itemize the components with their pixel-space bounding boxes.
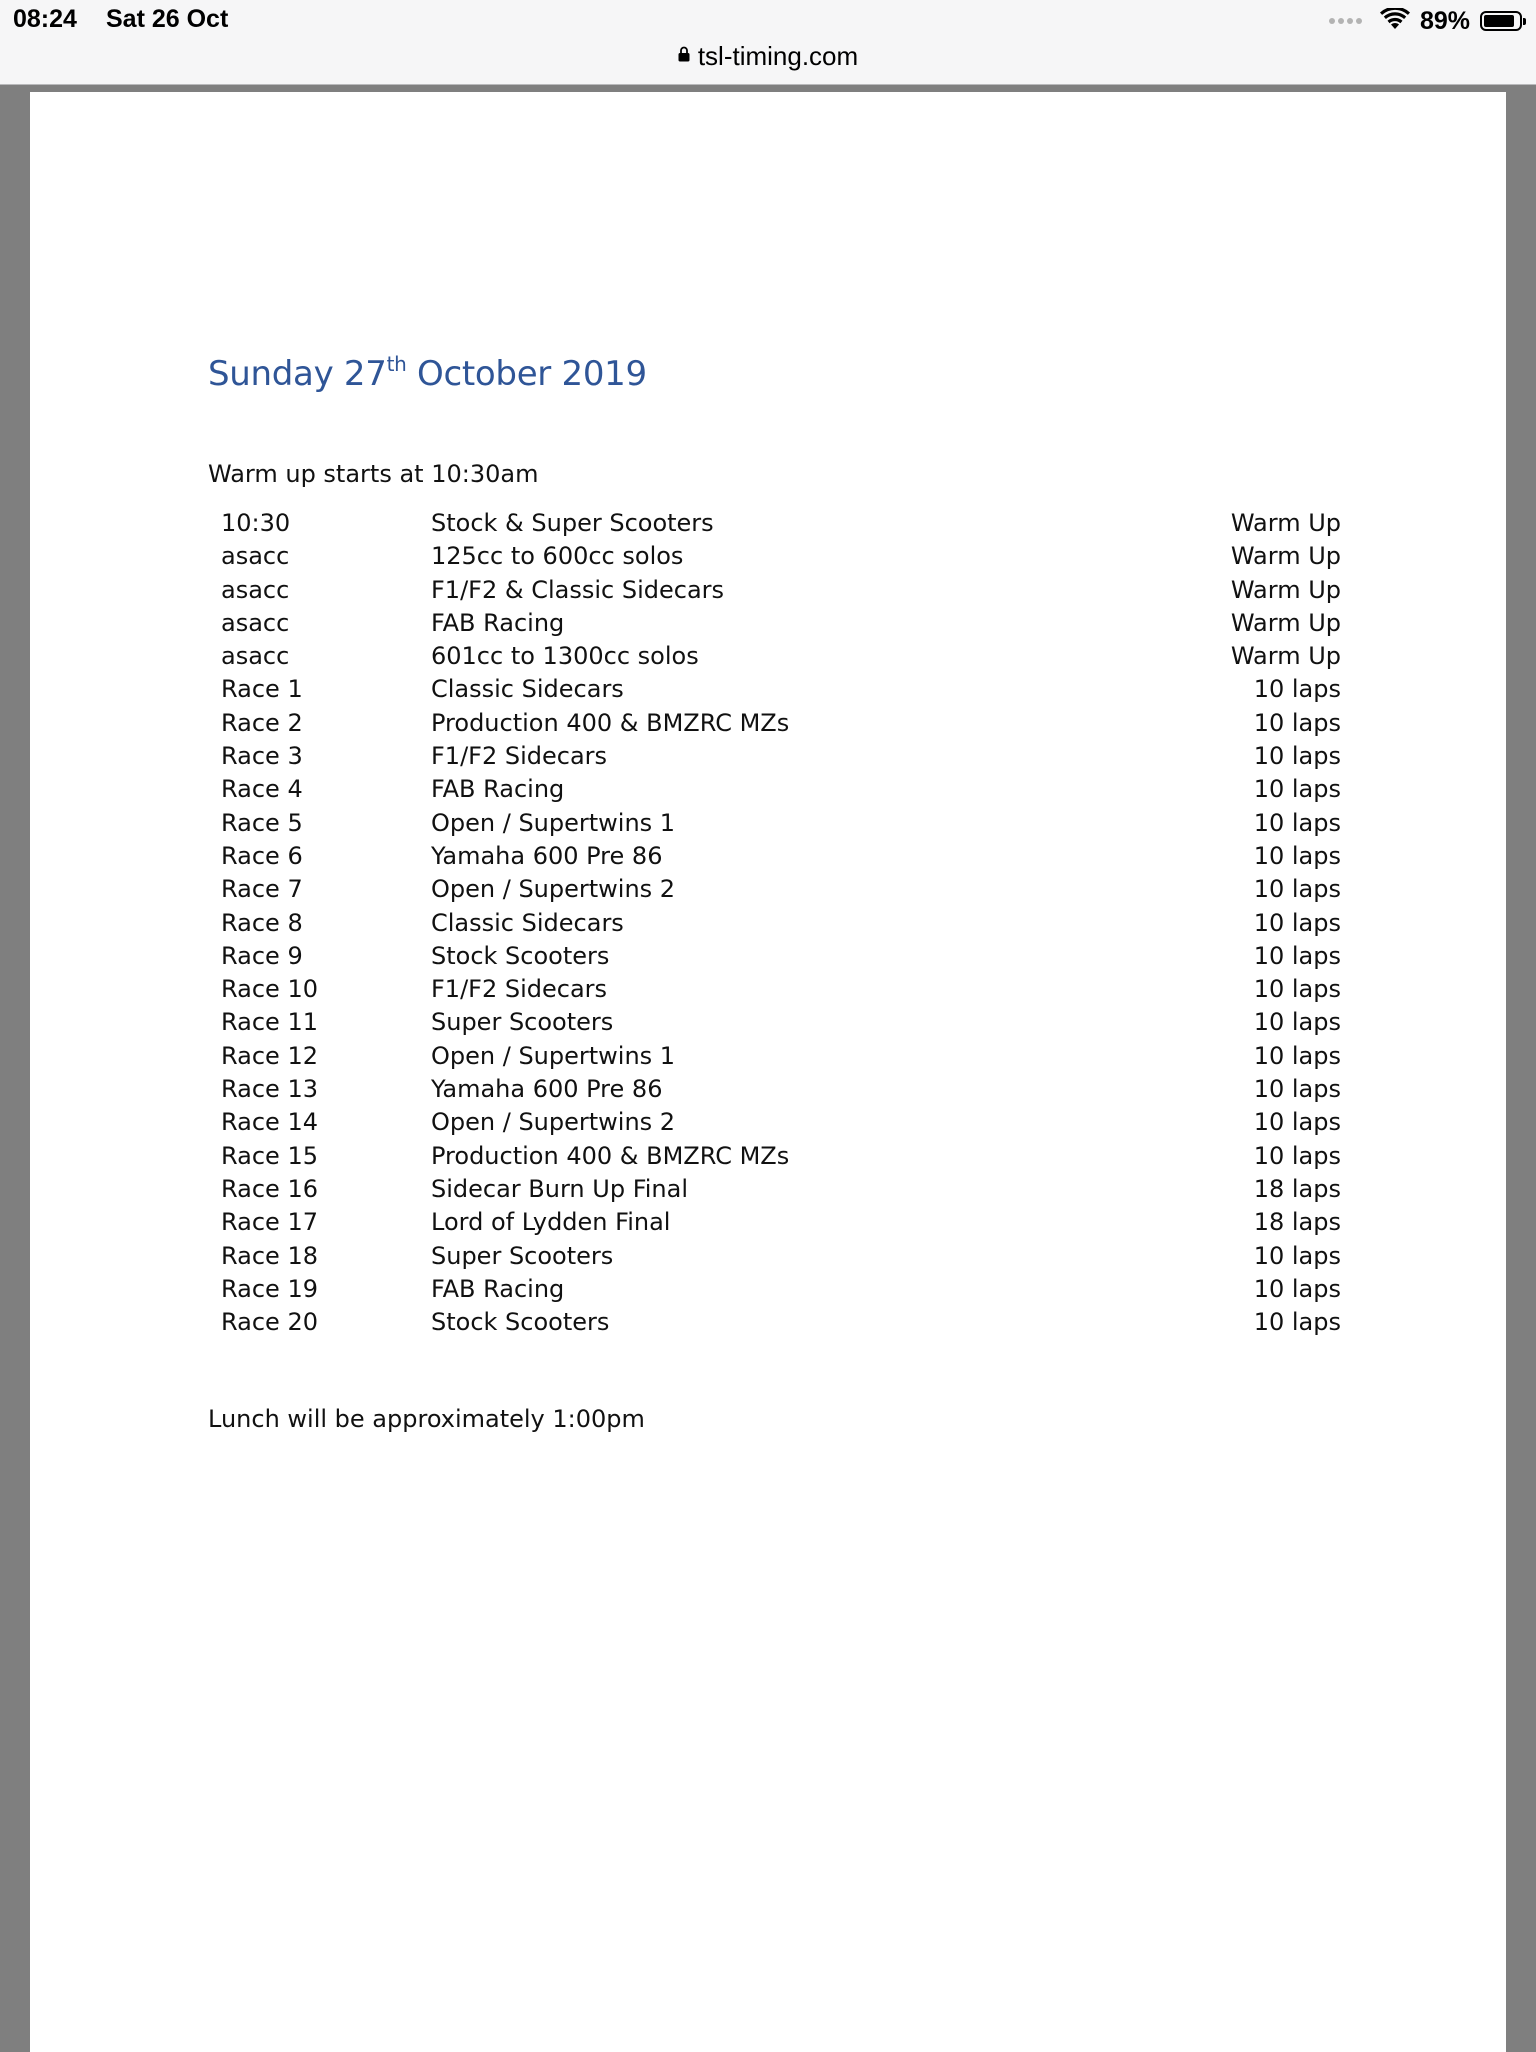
row-laps: 10 laps — [1253, 1075, 1341, 1104]
row-laps: 10 laps — [1253, 841, 1341, 870]
schedule-row — [221, 775, 1341, 808]
row-time: Race 15 — [221, 1141, 318, 1170]
address-bar[interactable] — [0, 38, 1536, 74]
row-laps: 10 laps — [1253, 1108, 1341, 1137]
row-class: Stock Scooters — [431, 941, 610, 970]
row-class: Production 400 & BMZRC MZs — [431, 1141, 790, 1170]
row-time: 10:30 — [221, 509, 291, 537]
row-class: Open / Supertwins 2 — [431, 1108, 676, 1137]
row-laps: Warm Up — [1230, 575, 1341, 604]
row-laps: 10 laps — [1253, 1274, 1341, 1303]
row-time: Race 8 — [221, 908, 303, 937]
row-class: Super Scooters — [431, 1241, 614, 1270]
row-time: asacc — [221, 608, 290, 637]
row-time: Race 11 — [221, 1008, 318, 1037]
schedule-row — [221, 1108, 1341, 1141]
status-indicators — [1329, 4, 1522, 38]
warmup-note: Warm up starts at 10:30am — [208, 460, 539, 488]
schedule-row — [221, 975, 1341, 1008]
schedule-row — [221, 909, 1341, 942]
schedule-row — [221, 1142, 1341, 1175]
row-laps: 10 laps — [1253, 1041, 1341, 1070]
page-title — [208, 354, 647, 394]
row-time: Race 4 — [221, 775, 303, 804]
schedule-row — [221, 609, 1341, 642]
browser-top-bar — [0, 0, 1536, 85]
schedule-row — [221, 509, 1341, 542]
title-suffix: October 2019 — [406, 354, 647, 394]
row-time: Race 9 — [221, 941, 303, 970]
row-time: Race 17 — [221, 1208, 318, 1237]
battery-fill — [1484, 15, 1514, 27]
row-laps: 10 laps — [1253, 875, 1341, 904]
row-laps: 10 laps — [1253, 1008, 1341, 1037]
document-page — [30, 92, 1506, 2052]
battery-percent: 89% — [1419, 6, 1470, 35]
schedule-row — [221, 742, 1341, 775]
race-schedule-table — [221, 509, 1341, 1341]
row-laps: Warm Up — [1230, 542, 1341, 571]
row-laps: 10 laps — [1253, 742, 1341, 771]
row-time: Race 1 — [221, 675, 303, 704]
title-prefix: Sunday 27 — [208, 354, 387, 394]
row-time: asacc — [221, 542, 290, 571]
row-time: Race 19 — [221, 1274, 318, 1303]
row-time: Race 3 — [221, 742, 303, 771]
row-laps: 10 laps — [1253, 675, 1341, 704]
row-laps: 10 laps — [1253, 1308, 1341, 1337]
row-laps: 18 laps — [1253, 1174, 1341, 1203]
schedule-row — [221, 1208, 1341, 1241]
row-laps: Warm Up — [1230, 608, 1341, 637]
row-class: Production 400 & BMZRC MZs — [431, 708, 790, 737]
row-class: Open / Supertwins 2 — [431, 875, 676, 904]
row-laps: 10 laps — [1253, 775, 1341, 804]
row-time: Race 14 — [221, 1108, 318, 1137]
row-time: Race 18 — [221, 1241, 318, 1270]
status-time: 08:24 — [13, 5, 77, 33]
schedule-row — [221, 1042, 1341, 1075]
schedule-row — [221, 842, 1341, 875]
row-class: F1/F2 Sidecars — [431, 742, 608, 771]
row-time: Race 7 — [221, 875, 303, 904]
row-laps: 10 laps — [1253, 808, 1341, 837]
row-laps: 18 laps — [1253, 1208, 1341, 1237]
row-laps: Warm Up — [1230, 509, 1341, 537]
schedule-row — [221, 1075, 1341, 1108]
schedule-row — [221, 709, 1341, 742]
row-time: Race 20 — [221, 1308, 318, 1337]
row-class: 601cc to 1300cc solos — [431, 642, 699, 671]
row-class: Stock Scooters — [431, 1308, 610, 1337]
row-class: Open / Supertwins 1 — [431, 808, 676, 837]
row-time: Race 12 — [221, 1041, 318, 1070]
lock-icon — [678, 46, 690, 67]
row-class: 125cc to 600cc solos — [431, 542, 684, 571]
row-laps: 10 laps — [1253, 708, 1341, 737]
schedule-row — [221, 1175, 1341, 1208]
schedule-row — [221, 675, 1341, 708]
row-class: FAB Racing — [431, 1274, 565, 1303]
row-class: Super Scooters — [431, 1008, 614, 1037]
schedule-row — [221, 1242, 1341, 1275]
row-time: asacc — [221, 642, 290, 671]
row-class: Yamaha 600 Pre 86 — [431, 1075, 663, 1104]
row-time: Race 5 — [221, 808, 303, 837]
row-class: Classic Sidecars — [431, 908, 624, 937]
schedule-row — [221, 942, 1341, 975]
schedule-row — [221, 875, 1341, 908]
row-time: Race 16 — [221, 1174, 318, 1203]
schedule-row — [221, 542, 1341, 575]
lunch-note: Lunch will be approximately 1:00pm — [208, 1405, 645, 1433]
status-date: Sat 26 Oct — [106, 5, 229, 33]
row-class: F1/F2 & Classic Sidecars — [431, 575, 725, 604]
row-laps: 10 laps — [1253, 908, 1341, 937]
battery-icon — [1480, 11, 1522, 31]
row-class: FAB Racing — [431, 608, 565, 637]
row-time: Race 6 — [221, 841, 303, 870]
row-class: F1/F2 Sidecars — [431, 975, 608, 1004]
row-class: Yamaha 600 Pre 86 — [431, 841, 663, 870]
row-time: Race 2 — [221, 708, 303, 737]
row-time: asacc — [221, 575, 290, 604]
signal-dots-icon — [1329, 18, 1362, 24]
url-text[interactable]: tsl-timing.com — [697, 40, 859, 71]
row-time: Race 13 — [221, 1075, 318, 1104]
wifi-icon — [1380, 8, 1410, 35]
schedule-row — [221, 1308, 1341, 1341]
row-class: Stock & Super Scooters — [431, 509, 714, 537]
row-laps: 10 laps — [1253, 975, 1341, 1004]
row-class: Sidecar Burn Up Final — [431, 1174, 689, 1203]
row-laps: Warm Up — [1230, 642, 1341, 671]
row-laps: 10 laps — [1253, 1241, 1341, 1270]
schedule-row — [221, 642, 1341, 675]
schedule-row — [221, 1275, 1341, 1308]
row-class: FAB Racing — [431, 775, 565, 804]
row-class: Lord of Lydden Final — [431, 1208, 671, 1237]
schedule-row — [221, 1008, 1341, 1041]
row-time: Race 10 — [221, 975, 318, 1004]
schedule-row — [221, 809, 1341, 842]
row-laps: 10 laps — [1253, 941, 1341, 970]
row-laps: 10 laps — [1253, 1141, 1341, 1170]
row-class: Open / Supertwins 1 — [431, 1041, 676, 1070]
row-class: Classic Sidecars — [431, 675, 624, 704]
title-ordinal-suffix: th — [386, 352, 407, 376]
schedule-row — [221, 576, 1341, 609]
